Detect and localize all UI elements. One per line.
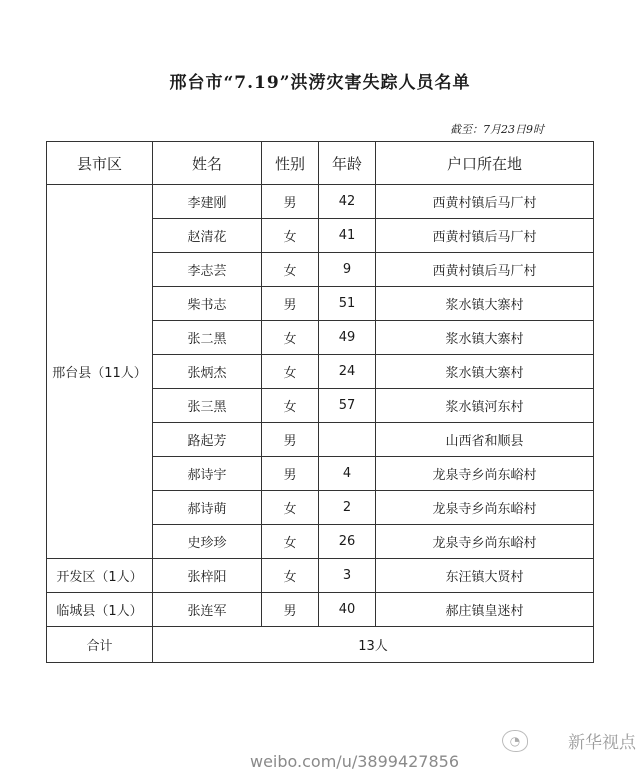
name-cell: 路起芳 [153,423,262,457]
county-cell: 开发区（1人） [47,559,153,593]
sex-cell: 女 [262,491,319,525]
sex-cell: 女 [262,355,319,389]
weibo-logo-icon: ◔ [502,730,528,752]
hukou-cell: 龙泉寺乡尚东峪村 [376,491,594,525]
sex-cell: 男 [262,185,319,219]
name-cell: 史珍珍 [153,525,262,559]
name-cell: 张梓阳 [153,559,262,593]
table-row [47,185,594,219]
header-age: 年龄 [319,142,376,185]
hukou-cell: 西黄村镇后马厂村 [376,185,594,219]
watermark-url: weibo.com/u/3899427856 [250,752,460,771]
name-cell: 柴书志 [153,287,262,321]
age-cell: 49 [319,321,376,355]
sex-cell: 女 [262,219,319,253]
sex-cell: 男 [262,287,319,321]
missing-persons-table [46,141,594,663]
age-cell: 4 [319,457,376,491]
hukou-cell: 浆水镇大寨村 [376,321,594,355]
name-cell: 李建刚 [153,185,262,219]
table-row [47,593,594,627]
header-county: 县市区 [47,142,153,185]
age-cell: 24 [319,355,376,389]
age-cell: 2 [319,491,376,525]
age-cell: 41 [319,219,376,253]
age-cell: 57 [319,389,376,423]
header-name: 姓名 [153,142,262,185]
hukou-cell: 山西省和顺县 [376,423,594,457]
hukou-cell: 郝庄镇皇迷村 [376,593,594,627]
sex-cell: 女 [262,253,319,287]
sex-cell: 男 [262,593,319,627]
sex-cell: 女 [262,525,319,559]
total-label: 合计 [47,627,153,663]
hukou-cell: 龙泉寺乡尚东峪村 [376,457,594,491]
age-cell: 42 [319,185,376,219]
hukou-cell: 西黄村镇后马厂村 [376,219,594,253]
sex-cell: 女 [262,321,319,355]
sex-cell: 女 [262,389,319,423]
table-header-row [47,142,594,185]
age-cell [319,423,376,457]
hukou-cell: 浆水镇大寨村 [376,355,594,389]
name-cell: 郝诗萌 [153,491,262,525]
sex-cell: 男 [262,423,319,457]
age-cell: 40 [319,593,376,627]
name-cell: 张二黑 [153,321,262,355]
total-row [47,627,594,663]
table-row [47,559,594,593]
watermark-name: 新华视点 [568,733,636,753]
document-title: 邢台市“7.19”洪涝灾害失踪人员名单 [169,73,471,93]
name-cell: 李志芸 [153,253,262,287]
age-cell: 51 [319,287,376,321]
as-of-note: 截至：7月23日9时 [450,123,544,136]
table-body [47,185,594,627]
hukou-cell: 龙泉寺乡尚东峪村 [376,525,594,559]
name-cell: 张三黑 [153,389,262,423]
hukou-cell: 西黄村镇后马厂村 [376,253,594,287]
sex-cell: 女 [262,559,319,593]
name-cell: 郝诗宇 [153,457,262,491]
header-sex: 性别 [262,142,319,185]
hukou-cell: 浆水镇大寨村 [376,287,594,321]
total-value: 13人 [153,627,594,663]
age-cell: 9 [319,253,376,287]
sex-cell: 男 [262,457,319,491]
age-cell: 3 [319,559,376,593]
county-cell: 临城县（1人） [47,593,153,627]
hukou-cell: 东汪镇大贤村 [376,559,594,593]
name-cell: 张连军 [153,593,262,627]
county-cell: 邢台县（11人） [47,185,153,559]
hukou-cell: 浆水镇河东村 [376,389,594,423]
name-cell: 张炳杰 [153,355,262,389]
name-cell: 赵清花 [153,219,262,253]
header-hukou: 户口所在地 [376,142,594,185]
age-cell: 26 [319,525,376,559]
